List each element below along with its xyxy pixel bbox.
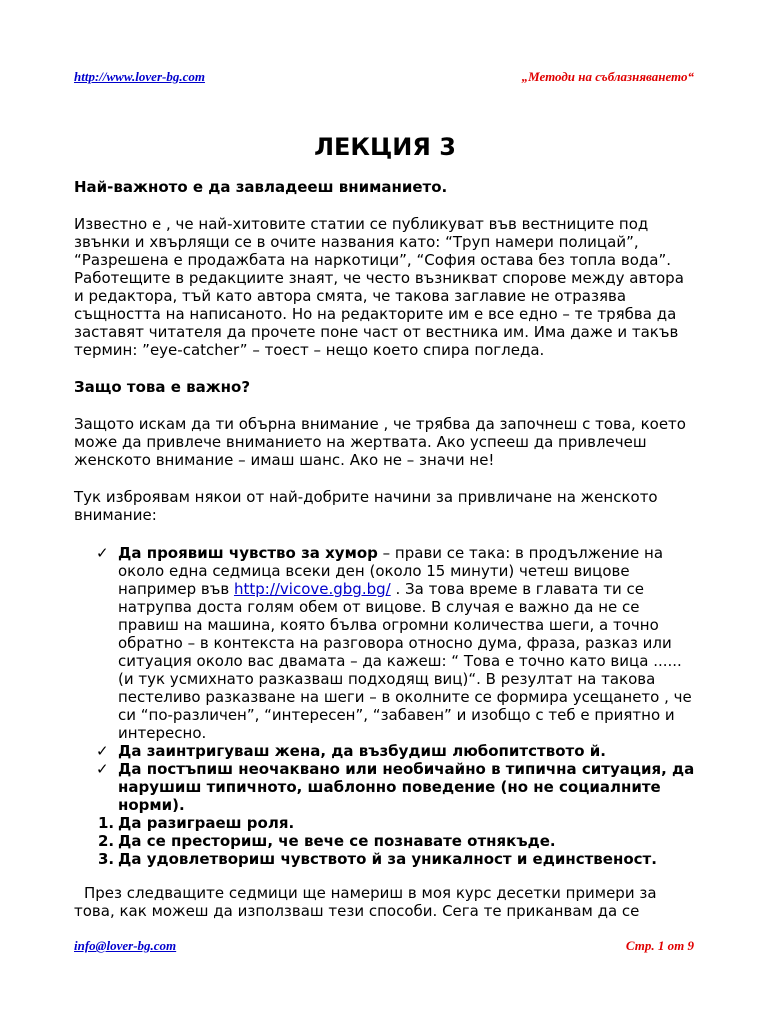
- numbered-item: [74, 850, 696, 868]
- checkmark-icon: ✓: [96, 544, 109, 562]
- content: [74, 130, 696, 920]
- why-paragraph: Защото искам да ти обърна внимание , че трябва да започнеш с това, което може да привлече вниманието на жертвата. Ако успееш да привлечеш женското внимание – имаш шанс. Ако не – значи не!: [74, 415, 686, 469]
- item-number: 2.: [98, 832, 115, 850]
- numbered-item: [74, 832, 696, 850]
- list-intro-paragraph: Тук изброявам някои от най-добрите начини за привличане на женското внимание:: [74, 488, 658, 524]
- header-title: „Методи на съблазняването“: [521, 69, 694, 84]
- item-number: 3.: [98, 850, 115, 868]
- list-item: [74, 742, 696, 760]
- list-item: [74, 760, 696, 814]
- intro-paragraph: Известно е , че най-хитовите статии се публикуват във вестниците под звънки и хвърлящи се в очите названия като: “Труп намери полицай”, “Разрешена е продажбата на наркотици”, “София остава без топла вода”. Работещите в редакциите знаят, че често възникват спорове между автора и редактора, тъй като автора смята, че такова заглавие не отразява същността на написаното. Но на редакторите им е все едно – те трябва да заставят читателя да прочете поне част от вестника им. Има даже и такъв термин: ”eye-catcher” – тоест – нещо което спира погледа.: [74, 215, 684, 359]
- numbered-item: [74, 814, 696, 832]
- check-list: [74, 544, 696, 814]
- numbered-list: [74, 814, 696, 868]
- list-item: [74, 544, 696, 742]
- numbered-item-text: Да удовлетвориш чувството й за уникалност и единственост.: [118, 850, 657, 868]
- numbered-item-text: Да разиграеш роля.: [118, 814, 295, 832]
- header-url-link[interactable]: http://www.lover-bg.com: [74, 69, 205, 84]
- lecture-heading: ЛЕКЦИЯ 3: [314, 133, 456, 161]
- footer-email-link[interactable]: info@lover-bg.com: [74, 938, 177, 953]
- list-item-text: – прави се така: в продължение на около една седмица всеки ден (около 15 минути) четеш вицове например във: [118, 544, 664, 598]
- closing-paragraph: През следващите седмици ще намериш в моя курс десетки примери за това, как можеш да използваш тези способи. Сега те приканвам да се: [74, 884, 657, 920]
- list-item-bold: Да проявиш чувство за хумор: [118, 544, 378, 562]
- item-number: 1.: [98, 814, 115, 832]
- footer-page-number: Стр. 1 от 9: [625, 938, 694, 953]
- numbered-item-text: Да се престориш, че вече се познавате отнякъде.: [118, 832, 556, 850]
- checkmark-icon: ✓: [96, 742, 109, 760]
- vicove-link[interactable]: http://vicove.gbg.bg/: [233, 580, 391, 598]
- list-item-text: . За това време в главата ти се натрупва доста голям обем от вицове. В случая е важно да не се правиш на машина, която бълва огромни количества шеги, а точно обратно – в контекста на разговора относно дума, фраза, разказ или ситуация около вас двамата – да кажеш: “ Това е точно като вица ......(и тук усмихнато разказваш подходящ виц)“. В резултат на такова пестеливо разказване на шеги – в околните се формира усещането , че си “по-различен”, “интересен”, “забавен” и изобщо с теб е приятно и интересно.: [118, 580, 692, 742]
- list-item-bold: Да заинтригуваш жена, да възбудиш любопитството й.: [118, 742, 606, 760]
- checkmark-icon: ✓: [96, 760, 109, 778]
- why-heading: Защо това е важно?: [74, 378, 251, 396]
- lecture-subtitle: Най-важното е да завладееш вниманието.: [74, 178, 448, 196]
- list-item-bold: Да постъпиш неочаквано или необичайно в типична ситуация, да нарушиш типичното, шаблонно поведение (но не социалните норми).: [118, 760, 695, 814]
